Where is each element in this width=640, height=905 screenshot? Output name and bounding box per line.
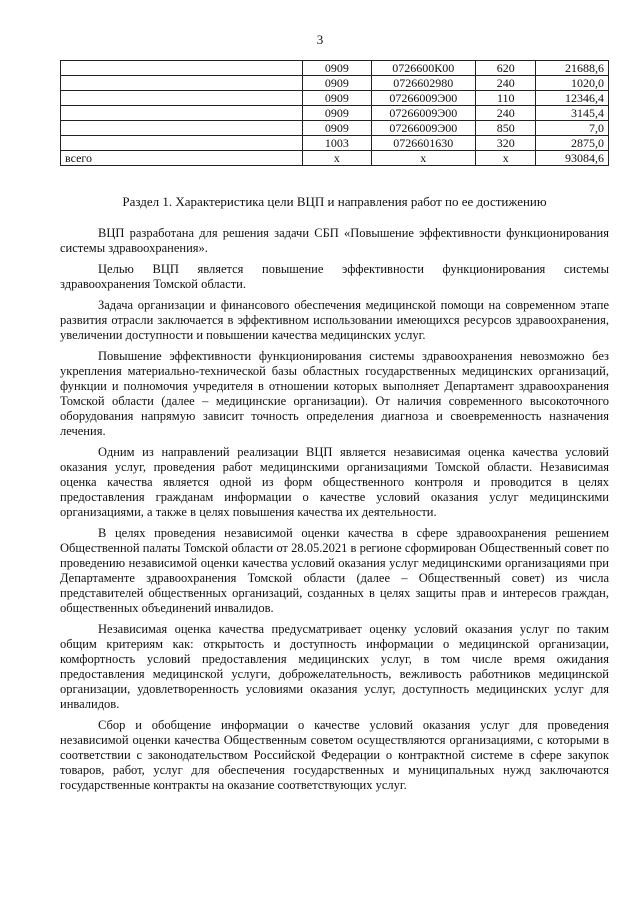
table-cell: 0909 xyxy=(303,121,371,136)
section-title: Раздел 1. Характеристика цели ВЦП и направления работ по ее достижению xyxy=(122,194,547,209)
table-row xyxy=(61,61,609,76)
table-cell: 07266009Э00 xyxy=(371,106,475,121)
table-cell xyxy=(61,106,303,121)
budget-table xyxy=(60,60,609,166)
paragraph: Одним из направлений реализации ВЦП является независимая оценка качества условий оказания услуг, проведения работ медицинскими организациями Томской области. Независимая оценка качества является одной из форм общественного контроля и проводится в целях предоставления гражданам информации о качестве условий оказания услуг медицинскими организациями, а также в целях повышения качества их деятельности. xyxy=(60,445,609,519)
table-cell xyxy=(61,121,303,136)
table-cell: 0909 xyxy=(303,106,371,121)
table-cell xyxy=(61,76,303,91)
paragraph: Целью ВЦП является повышение эффективности функционирования системы здравоохранения Томской области. xyxy=(60,262,609,291)
table-row xyxy=(61,76,609,91)
table-cell: 320 xyxy=(476,136,536,151)
table-cell: 0726602980 xyxy=(371,76,475,91)
table-cell: 3145,4 xyxy=(536,106,609,121)
paragraph: Задача организации и финансового обеспечения медицинской помощи на современном этапе развития отрасли заключается в эффективном использовании имеющихся ресурсов здравоохранения, увеличении доступности и повышении качества медицинских услуг. xyxy=(60,298,609,342)
table-row xyxy=(61,91,609,106)
table-cell: 21688,6 xyxy=(536,61,609,76)
table-cell xyxy=(61,61,303,76)
table-cell: 850 xyxy=(476,121,536,136)
paragraph: Повышение эффективности функционирования системы здравоохранения невозможно без укрепления материально-технической базы областных государственных медицинских организаций, функции и полномочия учредителя в отношении которых выполняет Департамент здравоохранения Томской области (далее – медицинские организации). От наличия современного высокоточного оборудования напрямую зависит точность определения диагноза и своевременность назначения лечения. xyxy=(60,349,609,438)
table-cell: 0909 xyxy=(303,91,371,106)
table-cell: 0909 xyxy=(303,76,371,91)
table-total-label: всего xyxy=(61,151,303,166)
paragraph: Независимая оценка качества предусматривает оценку условий оказания услуг по таким общим критериям как: открытость и доступность информации о медицинской организации, комфортность условий предоставления медицинских услуг, в том числе время ожидания предоставления медицинской услуги, доброжелательность, вежливость работников медицинской организации, удовлетворенность условиями оказания услуг, доступность медицинских услуг для инвалидов. xyxy=(60,622,609,711)
page-number: 3 xyxy=(316,32,324,47)
table-cell: 240 xyxy=(476,76,536,91)
table-row xyxy=(61,121,609,136)
table-cell: 1020,0 xyxy=(536,76,609,91)
table-cell: 07266009Э00 xyxy=(371,121,475,136)
table-row xyxy=(61,106,609,121)
table-cell xyxy=(61,91,303,106)
table-total-value: 93084,6 xyxy=(536,151,609,166)
table-cell: х xyxy=(476,151,536,166)
table-cell: 0726601630 xyxy=(371,136,475,151)
table-cell: 240 xyxy=(476,106,536,121)
table-cell: 7,0 xyxy=(536,121,609,136)
table-cell: 1003 xyxy=(303,136,371,151)
table-cell: 12346,4 xyxy=(536,91,609,106)
table-cell: 620 xyxy=(476,61,536,76)
table-row xyxy=(61,136,609,151)
paragraph: ВЦП разработана для решения задачи СБП «Повышение эффективности функционирования системы здравоохранения». xyxy=(60,226,609,255)
table-cell: 2875,0 xyxy=(536,136,609,151)
table-cell: х xyxy=(371,151,475,166)
table-cell: 0909 xyxy=(303,61,371,76)
table-cell: 07266009Э00 xyxy=(371,91,475,106)
paragraph: В целях проведения независимой оценки качества в сфере здравоохранения решением Общественной палаты Томской области от 28.05.2021 в регионе сформирован Общественный совет по проведению независимой оценки качества условий оказания услуг медицинскими организациями при Департаменте здравоохранения Томской области (далее – Общественный совет) из числа представителей общественных организаций, созданных в целях защиты прав и интересов граждан, общественных объединений инвалидов. xyxy=(60,526,609,615)
body-text xyxy=(60,226,609,799)
table-cell: х xyxy=(303,151,371,166)
table-cell: 110 xyxy=(476,91,536,106)
table-cell xyxy=(61,136,303,151)
paragraph: Сбор и обобщение информации о качестве условий оказания услуг для проведения независимой оценки качества Общественным советом осуществляются организациями, с которыми в соответствии с законодательством Российской Федерации о контрактной системе в сфере закупок товаров, работ, услуг для обеспечения государственных и муниципальных нужд заключаются государственные контракты на оказание соответствующих услуг. xyxy=(60,718,609,792)
table-cell: 0726600К00 xyxy=(371,61,475,76)
table-total-row xyxy=(61,151,609,166)
